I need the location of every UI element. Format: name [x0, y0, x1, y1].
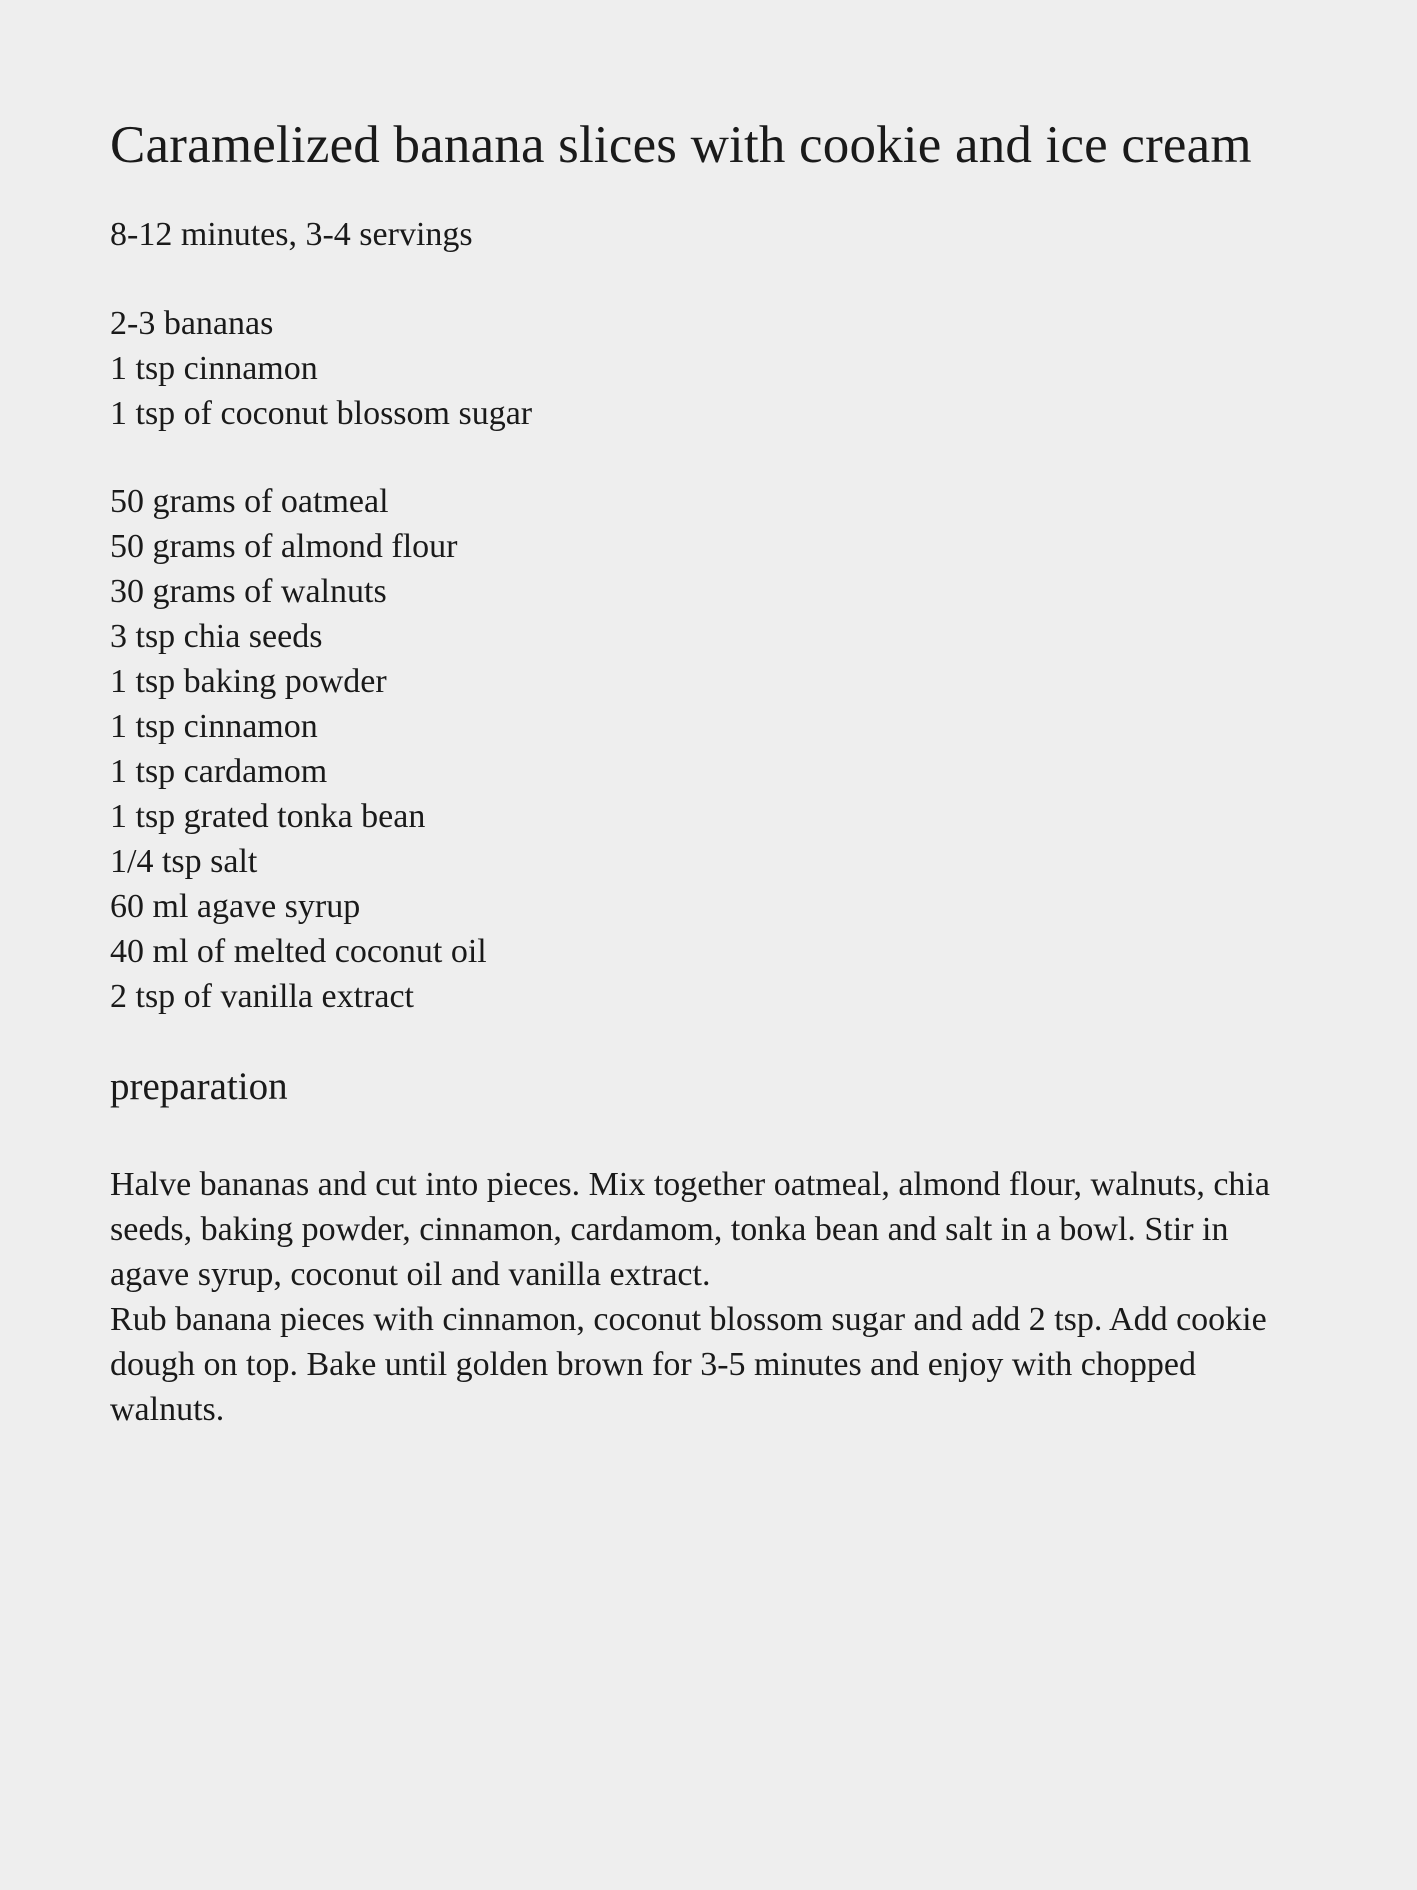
ingredient-item: 1 tsp baking powder — [110, 663, 387, 700]
ingredient-item: 2 tsp of vanilla extract — [110, 978, 415, 1015]
ingredient-group-banana — [110, 301, 1330, 436]
preparation-heading: preparation — [110, 1065, 288, 1108]
ingredient-item: 1 tsp grated tonka bean — [110, 798, 426, 835]
ingredient-item: 3 tsp chia seeds — [110, 618, 323, 655]
ingredient-item: 1 tsp of coconut blossom sugar — [110, 395, 533, 432]
ingredient-item: 1/4 tsp salt — [110, 843, 258, 880]
ingredient-item: 2-3 bananas — [110, 305, 274, 342]
ingredient-item: 40 ml of melted coconut oil — [110, 933, 487, 970]
ingredient-item: 1 tsp cinnamon — [110, 350, 318, 387]
ingredient-item: 50 grams of almond flour — [110, 528, 458, 565]
preparation-paragraph: Rub banana pieces with cinnamon, coconut blossom sugar and add 2 tsp. Add cookie dough on top. Bake until golden brown for 3-5 minutes and enjoy with chopped walnuts. — [110, 1301, 1267, 1428]
recipe-meta: 8-12 minutes, 3-4 servings — [110, 216, 473, 253]
ingredient-item: 60 ml agave syrup — [110, 888, 361, 925]
recipe-document — [110, 110, 1330, 1432]
ingredient-item: 1 tsp cardamom — [110, 753, 328, 790]
ingredient-item: 30 grams of walnuts — [110, 573, 387, 610]
recipe-title: Caramelized banana slices with cookie and ice cream — [110, 116, 1252, 174]
ingredient-group-cookie — [110, 479, 1330, 1019]
ingredient-item: 1 tsp cinnamon — [110, 708, 318, 745]
preparation-paragraph: Halve bananas and cut into pieces. Mix together oatmeal, almond flour, walnuts, chia seeds, baking powder, cinnamon, cardamom, tonka bean and salt in a bowl. Stir in agave syrup, coconut oil and vanilla extract. — [110, 1166, 1270, 1293]
preparation-text — [110, 1162, 1330, 1432]
ingredient-item: 50 grams of oatmeal — [110, 483, 389, 520]
